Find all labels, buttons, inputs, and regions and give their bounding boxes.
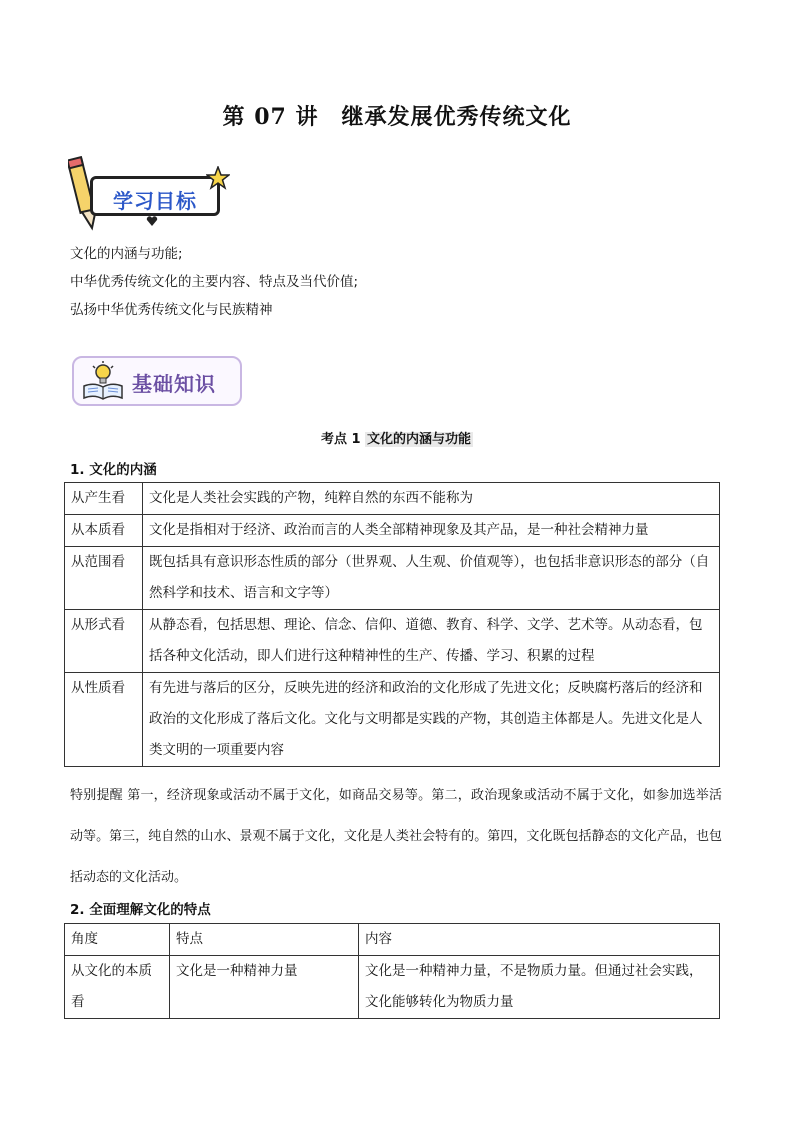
topic-heading [0,428,794,447]
heart-icon [146,216,158,226]
table-header-row [65,924,720,956]
table-cell: 从本质看 [65,515,143,547]
topic-prefix: 考点 1 [320,432,361,447]
column-header: 角度 [65,924,170,956]
star-icon [206,166,230,190]
table-cell: 文化是人类社会实践的产物，纯粹自然的东西不能称为 [143,483,720,515]
table-cell: 文化是一种精神力量，不是物质力量。但通过社会实践，文化能够转化为物质力量 [359,956,720,1019]
section-heading: 1. 文化的内涵 [70,462,157,478]
basic-knowledge-badge [72,356,244,408]
table-row [65,673,720,767]
table-row [65,956,720,1019]
table-cell: 文化是指相对于经济、政治而言的人类全部精神现象及其产品，是一种社会精神力量 [143,515,720,547]
learning-goals-label: 学习目标 [113,189,197,213]
goal-item: 文化的内涵与功能; [70,246,183,262]
table-row [65,547,720,610]
table-cell: 从产生看 [65,483,143,515]
table-row [65,483,720,515]
special-reminder: 特别提醒 第一，经济现象或活动不属于文化，如商品交易等。第二，政治现象或活动不属于文化，如参加选举活动等。第三，纯自然的山水、景观不属于文化，文化是人类社会特有的。第四，文化既包括静态的文化产品，也包括动态的文化活动。 [70,788,722,885]
table-cell: 从静态看，包括思想、理论、信念、信仰、道德、教育、科学、文学、艺术等。从动态看，包括各种文化活动，即人们进行这种精神性的生产、传播、学习、积累的过程 [143,610,720,673]
book-lightbulb-icon [80,360,126,402]
table-row [65,610,720,673]
topic-name: 文化的内涵与功能 [367,432,472,447]
culture-meaning-table [64,482,720,767]
table-row [65,515,720,547]
section-heading: 2. 全面理解文化的特点 [70,902,211,918]
table-cell: 从范围看 [65,547,143,610]
goal-item: 中华优秀传统文化的主要内容、特点及当代价值; [70,274,359,290]
goal-item: 弘扬中华优秀传统文化与民族精神 [70,302,273,318]
learning-goals-list [70,240,358,324]
column-header: 内容 [359,924,720,956]
table-cell: 文化是一种精神力量 [170,956,359,1019]
page-title: 第 07 讲 继承发展优秀传统文化 [222,104,572,130]
learning-goals-badge [68,156,238,232]
table-cell: 从性质看 [65,673,143,767]
basic-knowledge-label: 基础知识 [132,372,216,396]
table-cell: 既包括具有意识形态性质的部分（世界观、人生观、价值观等），也包括非意识形态的部分（自然科学和技术、语言和文字等） [143,547,720,610]
table-cell: 有先进与落后的区分，反映先进的经济和政治的文化形成了先进文化；反映腐朽落后的经济和政治的文化形成了落后文化。文化与文明都是实践的产物，其创造主体都是人。先进文化是人类文明的一项重要内容 [143,673,720,767]
column-header: 特点 [170,924,359,956]
table-cell: 从形式看 [65,610,143,673]
table-cell: 从文化的本质看 [65,956,170,1019]
learning-goals-frame [90,176,220,216]
culture-features-table [64,923,720,1019]
